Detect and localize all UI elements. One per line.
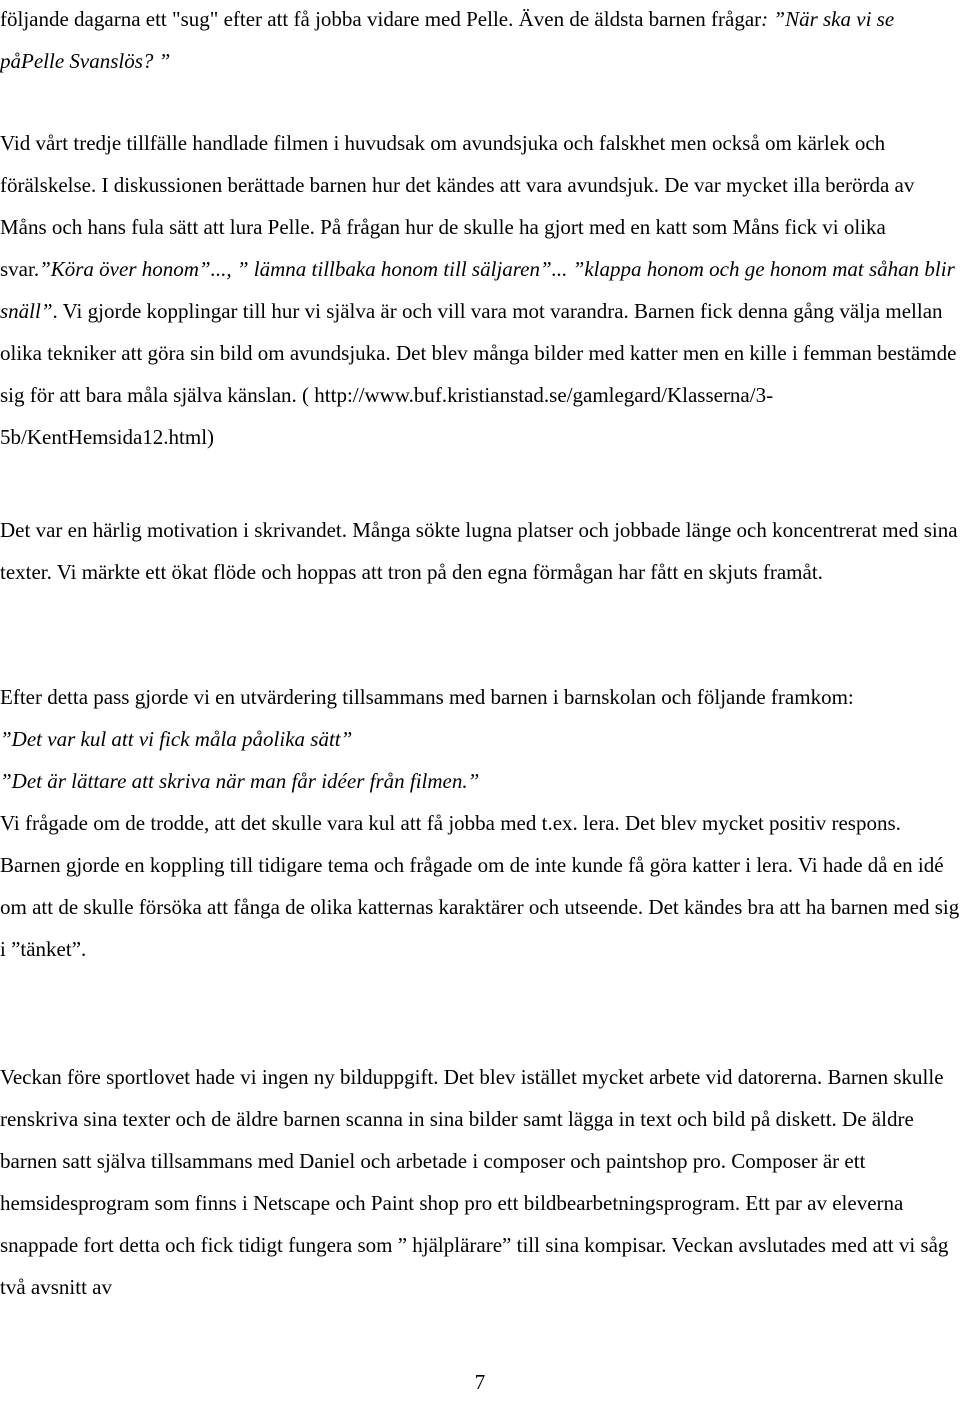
paragraph-pelle-intro xyxy=(0,0,960,82)
pelle-intro-text: följande dagarna ett "sug" efter att få jobba vidare med Pelle. Även de äldsta barnen frågar xyxy=(0,7,762,31)
page-number: 7 xyxy=(474,1370,486,1394)
third-session-text: Vid vårt tredje tillfälle handlade filmen i huvudsak om avundsjuka och falskhet men också om kärlek och förälskelse. I diskussionen berättade barnen hur det kändes att vara avundsjuk. De var mycket illa berörda av Måns och hans fula sätt att lura Pelle. På frågan hur de skulle ha gjort med en katt som Måns fick vi olika svar. xyxy=(0,131,915,281)
paragraph-writing-motivation: Det var en härlig motivation i skrivandet. Många sökte lugna platser och jobbade länge och koncentrerat med sina texter. Vi märkte ett ökat flöde och hoppas att tron på den egna förmågan har fått en skjuts framåt. xyxy=(0,518,958,584)
evaluation-quote-film: ”Det är lättare att skriva när man får idéer från filmen.” xyxy=(0,769,480,793)
evaluation-intro: Efter detta pass gjorde vi en utvärdering tillsammans med barnen i barnskolan och följande framkom: xyxy=(0,685,854,709)
paragraph-computer-week: Veckan före sportlovet hade vi ingen ny bilduppgift. Det blev istället mycket arbete vid datorerna. Barnen skulle renskriva sina texter och de äldre barnen scanna in sina bilder samt lägga in text och bild på diskett. De äldre barnen satt själva tillsammans med Daniel och arbetade i composer och paintshop pro. Composer är ett hemsidesprogram som finns i Netscape och Paint shop pro ett bildbearbetningsprogram. Ett par av eleverna snappade fort detta och fick tidigt fungera som ” hjälplärare” till sina kompisar. Veckan avslutades med att vi såg två avsnitt av xyxy=(0,1065,949,1299)
evaluation-clay-text: Vi frågade om de trodde, att det skulle vara kul att få jobba med t.ex. lera. Det blev mycket positiv respons. Barnen gjorde en koppling till tidigare tema och frågade om de inte kunde få göra katter i lera. Vi hade då en idé om att de skulle försöka att fånga de olika katternas karaktärer och utseende. Det kändes bra att ha barnen med sig i ”tänket”. xyxy=(0,811,960,961)
pelle-question-quote: : ”När ska vi se påPelle Svanslös? ” xyxy=(0,7,895,73)
evaluation-quote-paint: ”Det var kul att vi fick måla påolika sätt” xyxy=(0,727,353,751)
children-answers-quote: ”Köra över honom”..., ” lämna tillbaka honom till säljaren”... ”klappa honom och ge honom mat såhan blir snäll” xyxy=(0,257,955,323)
third-session-continuation: . Vi gjorde kopplingar till hur vi själva är och vill vara mot varandra. Barnen fick denna gång välja mellan olika tekniker att göra sin bild om avundsjuka. Det blev många bilder med katter men en kille i femman bestämde sig för att bara måla själva känslan. ( http://www.buf.kristianstad.se/gamlegard/Klasserna/3-5b/KentHemsida12.html) xyxy=(0,299,957,449)
paragraph-third-session xyxy=(0,122,960,458)
paragraph-evaluation xyxy=(0,676,960,970)
